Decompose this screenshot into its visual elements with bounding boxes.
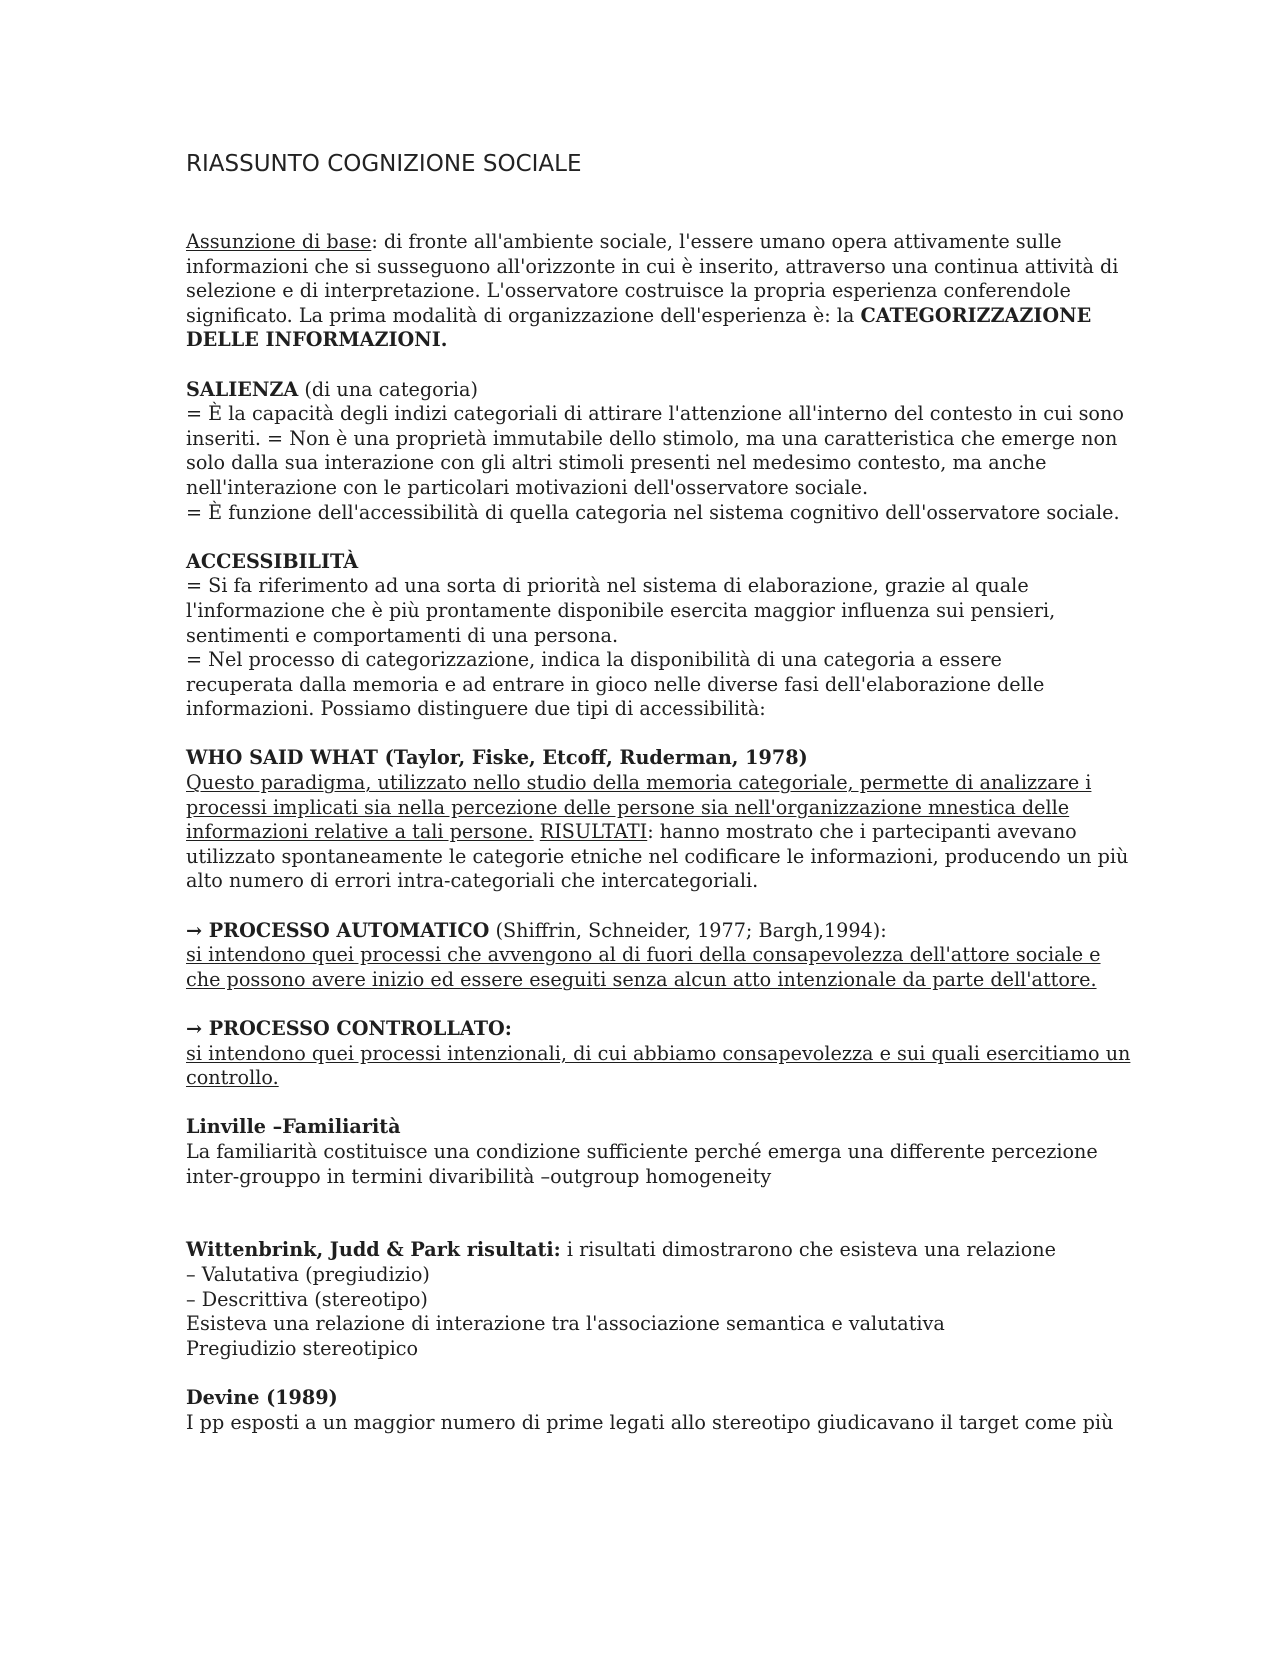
accessibilita-line-4: = Nel processo di categorizzazione, indica la disponibilità di una categoria a essere xyxy=(186,648,1002,672)
who-said-what-heading: WHO SAID WHAT (Taylor, Fiske, Etcoff, Ruderman, 1978) xyxy=(186,746,808,770)
controllato-line-1: si intendono quei processi intenzionali, di cui abbiamo consapevolezza e sui quali esercitiamo un xyxy=(186,1041,1131,1065)
automatico-line-1: si intendono quei processi che avvengono al di fuori della consapevolezza dell'attore sociale e xyxy=(186,943,1101,967)
accessibilita-line-6: informazioni. Possiamo distinguere due tipi di accessibilità: xyxy=(186,697,766,721)
who-said-what-line-2: processi implicati sia nella percezione delle persone sia nell'organizzazione mnestica delle xyxy=(186,795,1070,819)
accessibilita-line-1: = Si fa riferimento ad una sorta di priorità nel sistema di elaborazione, grazie al quale xyxy=(186,574,1029,598)
controllato-section xyxy=(186,1017,1131,1091)
salienza-line-1: = È la capacità degli indizi categoriali di attirare l'attenzione all'interno del contesto in cui sono xyxy=(186,402,1124,426)
intro-paragraph xyxy=(186,230,1119,353)
linville-line-2: inter-grouppo in termini divaribilità –outgroup homogeneity xyxy=(186,1164,772,1188)
devine-section xyxy=(186,1385,1114,1435)
salienza-line-3: solo dalla sua interazione con gli altri stimoli presenti nel medesimo contesto, ma anche xyxy=(186,451,1047,475)
document-page xyxy=(186,150,1131,1460)
who-said-what-line-5: alto numero di errori intra-categoriali che intercategoriali. xyxy=(186,869,759,893)
wittenbrink-line-1: – Valutativa (pregiudizio) xyxy=(186,1262,430,1286)
who-said-what-line-4: utilizzato spontaneamente le categorie etniche nel codificare le informazioni, producendo un più xyxy=(186,844,1129,868)
intro-line-4: significato. La prima modalità di organizzazione dell'esperienza è: la CATEGORIZZAZIONE xyxy=(186,303,1092,327)
salienza-line-2: inseriti. = Non è una proprietà immutabile dello stimolo, ma una caratteristica che emerge non xyxy=(186,426,1118,450)
wittenbrink-section xyxy=(186,1238,1096,1361)
wittenbrink-line-2: – Descrittiva (stereotipo) xyxy=(186,1287,428,1311)
who-said-what-line-3: informazioni relative a tali persone. RISULTATI: hanno mostrato che i partecipanti avevano xyxy=(186,820,1077,844)
controllato-heading: → PROCESSO CONTROLLATO: xyxy=(186,1017,512,1040)
who-said-what-section xyxy=(186,746,1129,894)
intro-line-5: DELLE INFORMAZIONI. xyxy=(186,328,448,352)
accessibilita-line-3: sentimenti e comportamenti di una persona. xyxy=(186,623,619,647)
intro-line-2: informazioni che si susseguono all'orizzonte in cui è inserito, attraverso una continua attività di xyxy=(186,254,1119,278)
accessibilita-heading: ACCESSIBILITÀ xyxy=(186,549,359,573)
automatico-heading: → PROCESSO AUTOMATICO (Shiffrin, Schneider, 1977; Bargh,1994): xyxy=(186,918,887,942)
accessibilita-line-2: l'informazione che è più prontamente disponibile esercita maggior influenza sui pensieri, xyxy=(186,598,1056,622)
automatico-line-2: che possono avere inizio ed essere eseguiti senza alcun atto intenzionale da parte dell'attore. xyxy=(186,967,1097,991)
devine-heading: Devine (1989) xyxy=(186,1385,338,1409)
intro-line-3: selezione e di interpretazione. L'osservatore costruisce la propria esperienza conferendole xyxy=(186,279,1071,303)
devine-line-1: I pp esposti a un maggior numero di prime legati allo stereotipo giudicavano il target come più xyxy=(186,1410,1114,1434)
linville-line-1: La familiarità costituisce una condizione sufficiente perché emerga una differente percezione xyxy=(186,1139,1098,1163)
who-said-what-line-1: Questo paradigma, utilizzato nello studio della memoria categoriale, permette di analizzare i xyxy=(186,771,1092,795)
salienza-heading: SALIENZA (di una categoria) xyxy=(186,377,478,401)
salienza-section xyxy=(186,377,1124,526)
accessibilita-line-5: recuperata dalla memoria e ad entrare in gioco nelle diverse fasi dell'elaborazione delle xyxy=(186,672,1045,696)
wittenbrink-line-4: Pregiudizio stereotipico xyxy=(186,1336,419,1360)
intro-label: Assunzione di base xyxy=(186,230,372,253)
controllato-line-2: controllo. xyxy=(186,1066,279,1090)
salienza-line-5: = È funzione dell'accessibilità di quella categoria nel sistema cognitivo dell'osservatore sociale. xyxy=(186,500,1120,524)
intro-line-1: Assunzione di base: di fronte all'ambiente sociale, l'essere umano opera attivamente sulle xyxy=(186,230,1062,253)
blank-line xyxy=(186,1214,1096,1239)
accessibilita-section xyxy=(186,550,1096,722)
page-title: RIASSUNTO COGNIZIONE SOCIALE xyxy=(186,151,582,177)
automatico-section xyxy=(186,918,1101,993)
salienza-line-4: nell'interazione con le particolari motivazioni dell'osservatore sociale. xyxy=(186,475,869,499)
wittenbrink-heading: Wittenbrink, Judd & Park risultati: i risultati dimostrarono che esisteva una relazione xyxy=(186,1238,1056,1262)
linville-heading: Linville –Familiarità xyxy=(186,1115,401,1139)
linville-section xyxy=(186,1115,1096,1189)
wittenbrink-line-3: Esisteva una relazione di interazione tra l'associazione semantica e valutativa xyxy=(186,1312,945,1336)
